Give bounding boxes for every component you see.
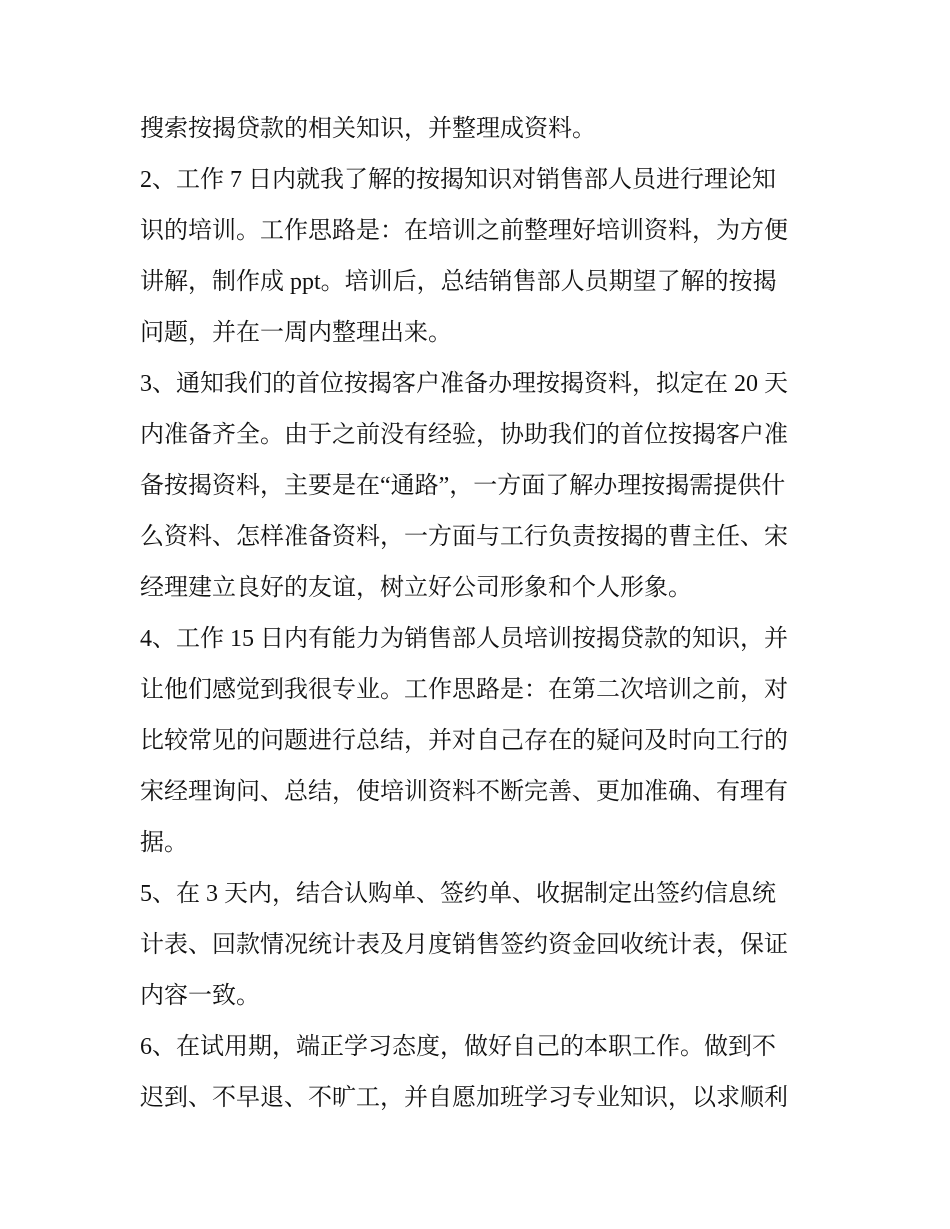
text-line: 么资料、怎样准备资料，一方面与工行负责按揭的曹主任、宋 <box>140 524 788 550</box>
text-line: 经理建立良好的友谊，树立好公司形象和个人形象。 <box>140 575 692 601</box>
text-line: 让他们感觉到我很专业。工作思路是：在第二次培训之前，对 <box>140 677 788 703</box>
text-line: 比较常见的问题进行总结，并对自己存在的疑问及时向工行的 <box>140 728 788 754</box>
document-body <box>140 104 812 1124</box>
text-line: 4、工作 15 日内有能力为销售部人员培训按揭贷款的知识，并 <box>140 626 788 652</box>
text-line: 5、在 3 天内，结合认购单、签约单、收据制定出签约信息统 <box>140 881 776 907</box>
text-line: 计表、回款情况统计表及月度销售签约资金回收统计表，保证 <box>140 932 788 958</box>
text-line: 搜索按揭贷款的相关知识，并整理成资料。 <box>140 116 596 142</box>
text-line: 问题，并在一周内整理出来。 <box>140 320 452 346</box>
text-line: 内准备齐全。由于之前没有经验，协助我们的首位按揭客户准 <box>140 422 788 448</box>
text-line: 6、在试用期，端正学习态度，做好自己的本职工作。做到不 <box>140 1034 776 1060</box>
text-line: 据。 <box>140 830 188 856</box>
text-line: 迟到、不早退、不旷工，并自愿加班学习专业知识，以求顺利 <box>140 1085 788 1111</box>
text-line: 内容一致。 <box>140 983 260 1009</box>
text-line: 2、工作 7 日内就我了解的按揭知识对销售部人员进行理论知 <box>140 167 776 193</box>
text-line: 讲解，制作成 ppt。培训后，总结销售部人员期望了解的按揭 <box>140 269 777 295</box>
text-line: 3、通知我们的首位按揭客户准备办理按揭资料，拟定在 20 天 <box>140 371 788 397</box>
text-line: 宋经理询问、总结，使培训资料不断完善、更加准确、有理有 <box>140 779 788 805</box>
text-line: 识的培训。工作思路是：在培训之前整理好培训资料，为方便 <box>140 218 788 244</box>
text-line: 备按揭资料，主要是在“通路”，一方面了解办理按揭需提供什 <box>140 473 786 499</box>
